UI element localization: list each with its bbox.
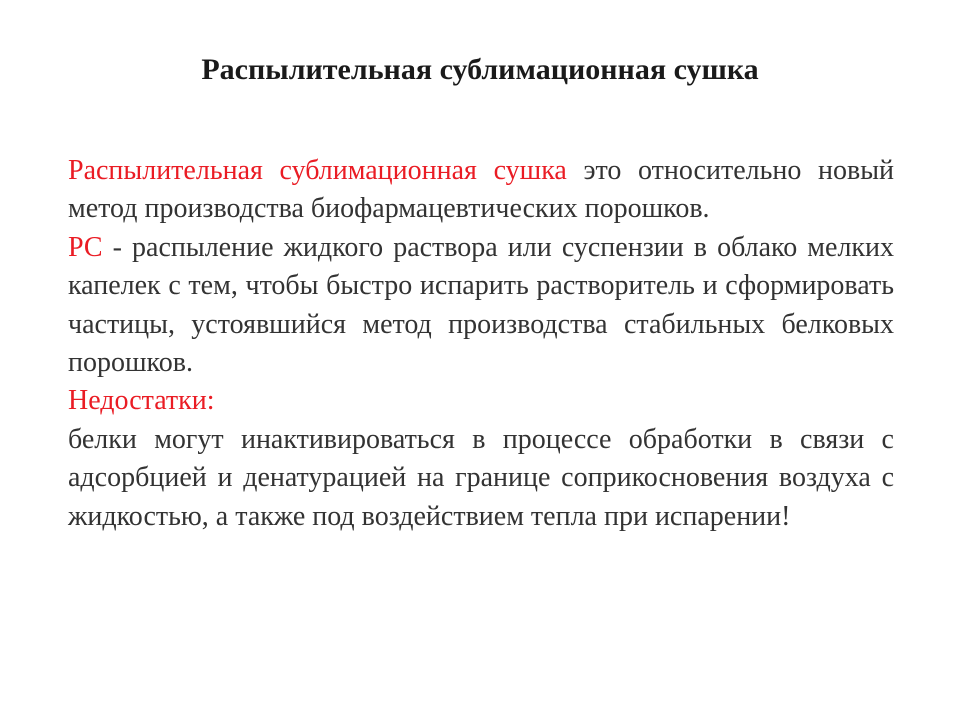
rs-text: - распыление жидкого раствора или суспензии в облако мелких капелек с тем, чтобы быстро испарить растворитель и сформировать частицы, устоявшийся метод производства стабильных белковых порошков. bbox=[68, 231, 894, 379]
drawbacks-paragraph bbox=[68, 421, 894, 536]
slide-body bbox=[68, 152, 894, 536]
rs-paragraph bbox=[68, 229, 894, 383]
definition-text: это относительно новый метод производства биофармацевтических порошков. bbox=[68, 155, 895, 225]
drawbacks-heading bbox=[68, 382, 894, 420]
definition-paragraph bbox=[68, 152, 894, 229]
drawbacks-text: белки могут инактивироваться в процессе обработки в связи с адсорбцией и денатурацией на границе соприкосновения воздуха с жидкостью, а также под воздействием тепла при испарении! bbox=[68, 423, 894, 532]
slide-title: Распылительная сублимационная сушка bbox=[201, 53, 759, 86]
rs-term: РС bbox=[68, 231, 103, 263]
drawbacks-heading-text: Недостатки: bbox=[68, 385, 215, 417]
definition-term: Распылительная сублимационная сушка bbox=[68, 155, 567, 186]
